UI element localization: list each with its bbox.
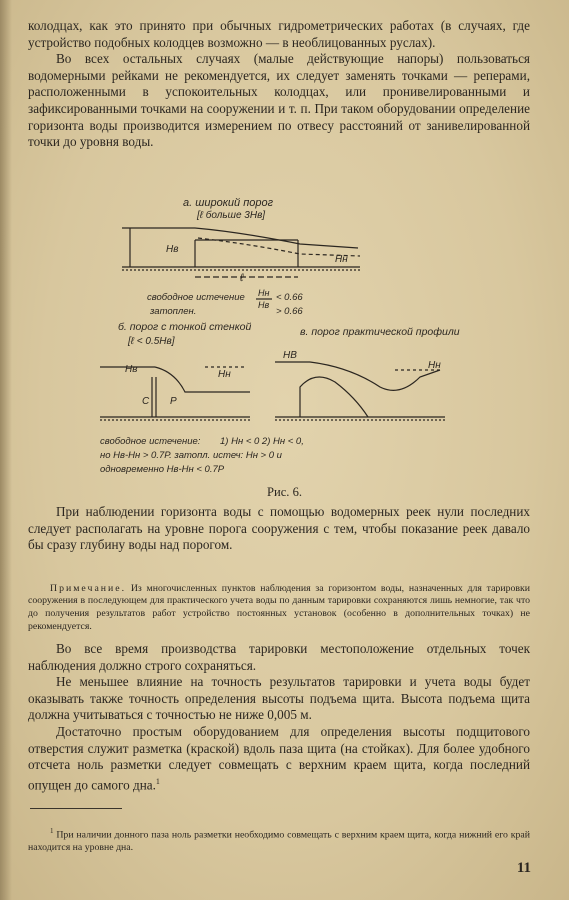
- diagram-c-hn: Нн: [428, 360, 441, 371]
- page-number: 11: [516, 860, 531, 876]
- diagram-a-title-text: а. широкий порог: [183, 197, 274, 209]
- diagram-c-title: в. порог практической профили: [300, 326, 460, 338]
- flow-surface: [195, 228, 358, 248]
- paragraph-5: Не меньшее влияние на точность результатов тарировки и учета воды будет оказывать также точность определения высоты подъема щита. Высота подъема щита должна учитываться с точностью не ниже 0,005 м.: [28, 674, 530, 723]
- diagram-a: [122, 197, 360, 317]
- diagram-a-condition: [ℓ больше 3Нв]: [197, 210, 266, 221]
- diagram-c: [275, 326, 460, 420]
- paragraph-3: При наблюдении горизонта воды с помощью водомерных реек нули последних следует располагать на уровне порога сооружения с тем, чтобы показание реек давало бы сразу глубину воды над порогом.: [28, 504, 530, 553]
- diagram-a-hn: Нн: [335, 254, 348, 265]
- diagram-a-hv: Нв: [166, 244, 179, 255]
- footnote-rule: [30, 808, 122, 809]
- diagram-b: [100, 321, 304, 475]
- diagram-b-c: С: [142, 396, 150, 407]
- diagram-b-line2: но Нв-Нн > 0.7Р. затопл. истеч: Нн > 0 и: [100, 450, 282, 461]
- note-label: Примечание.: [50, 582, 127, 594]
- diagram-b-condition: [ℓ < 0.5Нв]: [128, 336, 175, 347]
- diagram-b-hn: Нн: [218, 369, 231, 380]
- b-nappe: [155, 367, 250, 392]
- diagram-b-hv: Нв: [125, 364, 138, 375]
- note-block: [28, 573, 530, 643]
- c-weir-profile: [300, 377, 368, 417]
- footnote-mark: 1: [50, 826, 54, 835]
- diagram-b-free: свободное истечение:: [100, 436, 201, 447]
- c-flow-surface: [310, 362, 440, 390]
- footnote-ref: 1: [155, 776, 160, 786]
- diagram-b-title: б. порог с тонкой стенкой: [118, 321, 252, 333]
- figure-6-drawing: [0, 192, 569, 482]
- paragraph-2: Во всех остальных случаях (малые действующие напоры) пользоваться водомерными рейками не рекомендуется, их следует заменять точками — реперами, расположенными в успокоительных колодцах, или пронивелированными и зафиксированными точками на сооружении и т. п. При таком оборудовании определение горизонта воды производится измерением по отвесу расстояний от занивелированной точки до уровня воды.: [28, 51, 530, 150]
- paragraph-4: Во все время производства тарировки местоположение отдельных точек наблюдения должно строго сохраняться.: [28, 641, 530, 673]
- diagram-a-ratio-den: Нв: [258, 300, 270, 310]
- note-text: Из многочисленных пунктов наблюдения за горизонтом воды, назначенных для тарировки сооружения в последующем для практического учета воды по данным тарировки сохраняются лишь немногие, так что до получения результатов работ устройство постоянных установок (особенно в дополнительных точках) не рекомендуется.: [28, 582, 530, 632]
- diagram-b-p: Р: [170, 396, 177, 407]
- diagram-a-ratio-num: Нн: [258, 288, 270, 298]
- footnote-block: [28, 815, 530, 864]
- paragraph-1: колодцах, как это принято при обычных гидрометрических работах (в случаях, где устройство подобных колодцев возможно — в необлицованных руслах).: [28, 18, 530, 50]
- diagram-b-free-expr: 1) Нн < 0 2) Нн < 0,: [220, 436, 304, 447]
- diagram-a-free-value: < 0.66: [276, 292, 303, 303]
- diagram-c-hv: НВ: [283, 350, 297, 361]
- diagram-a-l: ℓ: [240, 272, 244, 284]
- diagram-b-line3: одновременно Нв-Нн < 0.7Р: [100, 464, 225, 475]
- diagram-a-submerged-value: > 0.66: [276, 306, 303, 317]
- footnote-text: При наличии донного паза ноль разметки необходимо совмещать с верхним краем щита, когда нижний его край находится на уровне дна.: [28, 829, 530, 853]
- figure-caption: Рис. 6.: [266, 485, 303, 499]
- diagram-a-submerged: затоплен.: [150, 306, 197, 317]
- text-block-top: [28, 18, 530, 151]
- text-block-middle: [28, 504, 530, 554]
- diagram-a-free: свободное истечение: [147, 292, 245, 303]
- paragraph-6: Достаточно простым оборудованием для определения высоты подщитового отверстия служит разметка (краской) вдоль паза щита (на стойках). Для более удобного отсчета ноль разметки следует совмещать с верхним краем щита, когда последний опущен до самого дна.: [28, 723, 530, 793]
- text-block-bottom: [28, 641, 530, 794]
